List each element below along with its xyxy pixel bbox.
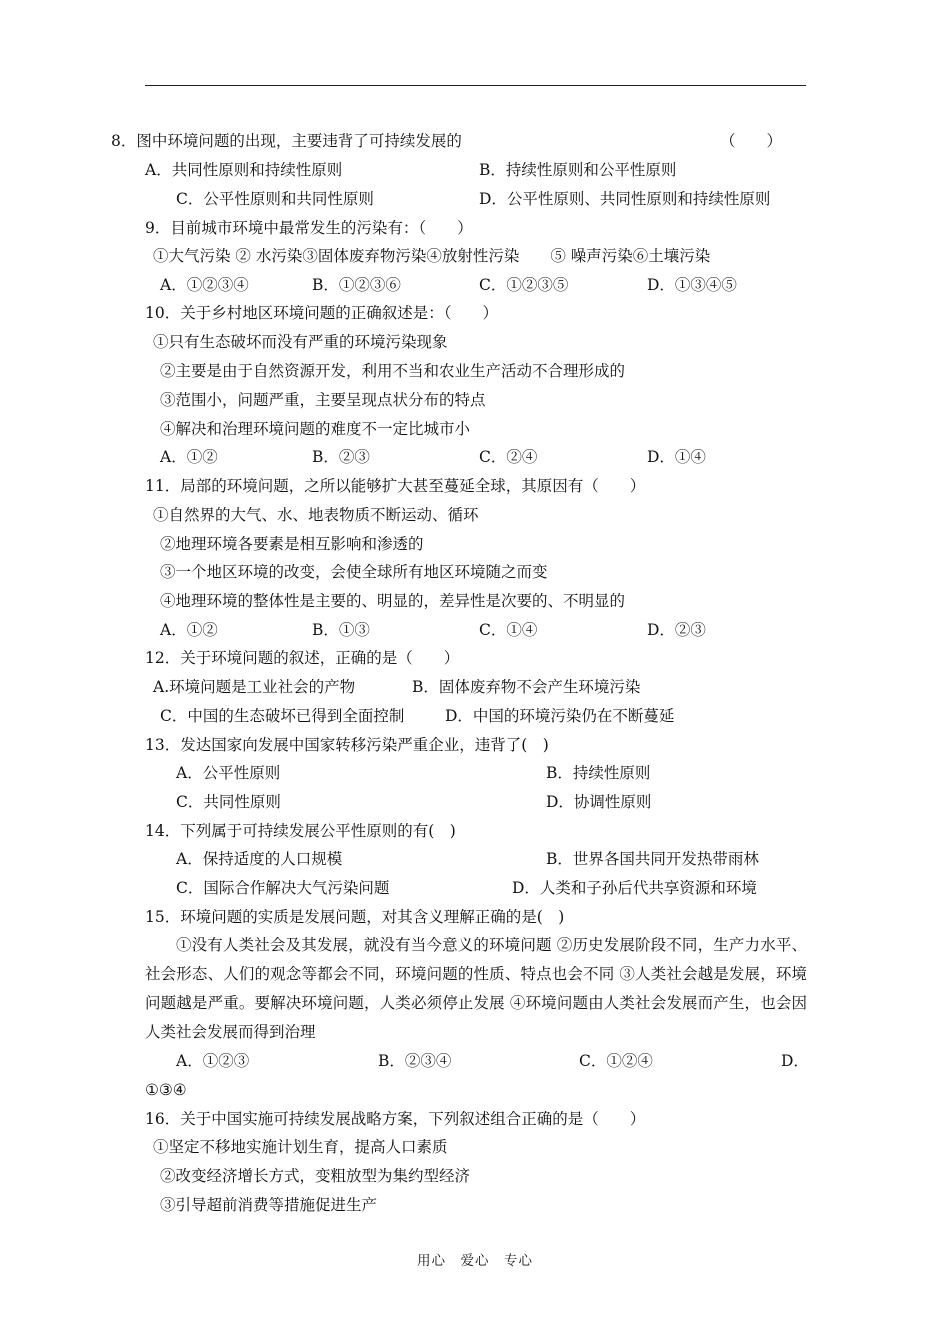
q14-option-b: B．世界各国共同开发热带雨林 xyxy=(546,850,759,868)
q13-option-b: B．持续性原则 xyxy=(546,764,651,782)
q11-stem: 11．局部的环境问题，之所以能够扩大甚至蔓延全球，其原因有（ ） xyxy=(145,477,646,495)
q13-option-a: A．公平性原则 xyxy=(176,764,281,782)
q14-option-d: D．人类和子孙后代共享资源和环境 xyxy=(512,879,757,897)
q14-option-a: A．保持适度的人口规模 xyxy=(176,850,343,868)
q9-stem: 9．目前城市环境中最常发生的污染有：（ ） xyxy=(145,219,473,237)
q14-stem: 14．下列属于可持续发展公平性原则的有( ) xyxy=(145,822,456,840)
q8-option-d: D．公平性原则、共同性原则和持续性原则 xyxy=(479,190,771,208)
q13-stem: 13．发达国家向发展中国家转移污染严重企业，违背了( ) xyxy=(145,736,549,754)
q12-stem: 12．关于环境问题的叙述，正确的是（ ） xyxy=(145,649,460,667)
q11-option-b: B．①③ xyxy=(312,621,370,639)
q9-option-c: C．①②③⑤ xyxy=(479,276,569,294)
q16-statement-1: ①坚定不移地实施计划生育，提高人口素质 xyxy=(153,1138,448,1156)
header-rule xyxy=(145,85,806,86)
q12-option-c: C．中国的生态破坏已得到全面控制 xyxy=(160,707,405,725)
q11-option-c: C．①④ xyxy=(479,621,538,639)
q8-option-b: B．持续性原则和公平性原则 xyxy=(479,161,677,179)
q16-stem: 16．关于中国实施可持续发展战略方案，下列叙述组合正确的是（ ） xyxy=(145,1110,646,1128)
q9-option-b: B．①②③⑥ xyxy=(312,276,401,294)
q10-statement-4: ④解决和治理环境问题的难度不一定比城市小 xyxy=(160,420,471,438)
q16-statement-2: ②改变经济增长方式，变粗放型为集约型经济 xyxy=(160,1167,471,1185)
q11-option-d: D．②③ xyxy=(647,621,706,639)
q15-stem: 15．环境问题的实质是发展问题，对其含义理解正确的是( ) xyxy=(145,908,565,926)
q13-option-d: D．协调性原则 xyxy=(546,793,652,811)
q11-option-a: A．①② xyxy=(160,621,218,639)
q9-option-a: A．①②③④ xyxy=(160,276,249,294)
q11-statement-1: ①自然界的大气、水、地表物质不断运动、循环 xyxy=(153,506,479,524)
q10-stem: 10．关于乡村地区环境问题的正确叙述是：（ ） xyxy=(145,304,498,322)
q11-statement-3: ③一个地区环境的改变，会使全球所有地区环境随之而变 xyxy=(160,563,548,581)
page-footer: 用心 爱心 专心 xyxy=(417,1253,533,1269)
q9-items: ①大气污染 ② 水污染③固体废弃物污染④放射性污染 ⑤ 噪声污染⑥土壤污染 xyxy=(153,247,711,265)
q10-option-b: B．②③ xyxy=(312,448,370,466)
q10-statement-3: ③范围小，问题严重，主要呈现点状分布的特点 xyxy=(160,391,486,409)
q15-option-a: A．①②③ xyxy=(176,1052,250,1070)
q15-body: ①没有人类社会及其发展，就没有当今意义的环境问题 ②历史发展阶段不同，生产力水平、社会形态、人们的观念等都会不同，环境问题的性质、特点也会不同 ③人类社会越是发展，环境问题越是严重。要解决环境问题，人类必须停止发展 ④环境问题由人类社会发展而产生，也会因人类社会发展而得到治理 xyxy=(145,936,807,1041)
q10-option-d: D．①④ xyxy=(647,448,706,466)
q10-statement-1: ①只有生态破坏而没有严重的环境污染现象 xyxy=(153,333,448,351)
q8-stem: 8．图中环境问题的出现，主要违背了可持续发展的 xyxy=(111,132,462,150)
q10-statement-2: ②主要是由于自然资源开发，利用不当和农业生产活动不合理形成的 xyxy=(160,362,626,380)
q9-option-d: D．①③④⑤ xyxy=(647,276,737,294)
q10-option-a: A．①② xyxy=(160,448,218,466)
q15-option-b: B．②③④ xyxy=(378,1052,452,1070)
q15-option-c: C．①②④ xyxy=(579,1052,653,1070)
q12-option-a: A.环境问题是工业社会的产物 xyxy=(153,678,356,696)
q15-option-d-label: D． xyxy=(781,1052,809,1070)
q12-option-d: D．中国的环境污染仍在不断蔓延 xyxy=(445,707,675,725)
q8-option-c: C．公平性原则和共同性原则 xyxy=(176,190,374,208)
q13-option-c: C．共同性原则 xyxy=(176,793,281,811)
q8-option-a: A．共同性原则和持续性原则 xyxy=(145,161,343,179)
q8-answer-paren: （ ） xyxy=(720,132,783,150)
q11-statement-4: ④地理环境的整体性是主要的、明显的，差异性是次要的、不明显的 xyxy=(160,592,626,610)
q16-statement-3: ③引导超前消费等措施促进生产 xyxy=(160,1196,378,1214)
q15-option-d-value: ①③④ xyxy=(145,1081,187,1099)
q10-option-c: C．②④ xyxy=(479,448,538,466)
q14-option-c: C．国际合作解决大气污染问题 xyxy=(176,879,390,897)
q11-statement-2: ②地理环境各要素是相互影响和渗透的 xyxy=(160,535,424,553)
q12-option-b: B．固体废弃物不会产生环境污染 xyxy=(412,678,641,696)
